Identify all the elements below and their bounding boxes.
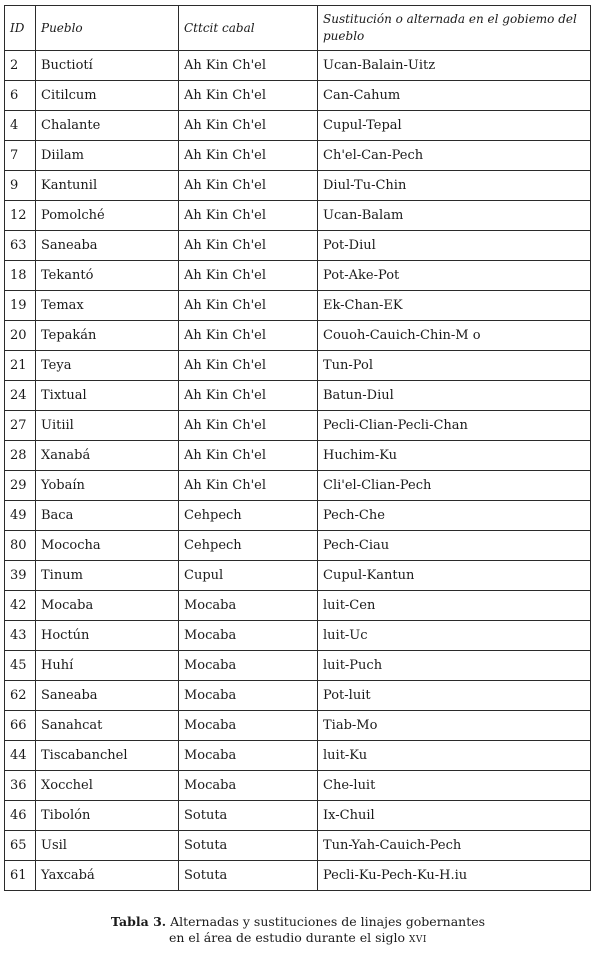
cell-sustitucion: Pot-Ake-Pot (318, 261, 591, 291)
cell-pueblo: Yaxcabá (36, 861, 179, 891)
cell-cabal: Mocaba (179, 591, 318, 621)
cell-pueblo: Tiscabanchel (36, 741, 179, 771)
caption-line-1 (0, 914, 596, 930)
cell-cabal: Ah Kin Ch'el (179, 111, 318, 141)
table-row (5, 321, 591, 351)
table-row (5, 141, 591, 171)
cell-id: 63 (5, 231, 36, 261)
cell-cabal: Cupul (179, 561, 318, 591)
cell-pueblo: Mococha (36, 531, 179, 561)
cell-cabal: Ah Kin Ch'el (179, 141, 318, 171)
table-row (5, 381, 591, 411)
cell-id: 29 (5, 471, 36, 501)
cell-pueblo: Temax (36, 291, 179, 321)
cell-sustitucion: Pot-Diul (318, 231, 591, 261)
cell-cabal: Sotuta (179, 831, 318, 861)
cell-pueblo: Chalante (36, 111, 179, 141)
cell-sustitucion: Pech-Che (318, 501, 591, 531)
cell-pueblo: Saneaba (36, 231, 179, 261)
table-row (5, 291, 591, 321)
cell-sustitucion: Tiab-Mo (318, 711, 591, 741)
cell-sustitucion: Cli'el-Clian-Pech (318, 471, 591, 501)
cell-id: 44 (5, 741, 36, 771)
cell-id: 43 (5, 621, 36, 651)
cell-id: 42 (5, 591, 36, 621)
cell-sustitucion: Cupul-Kantun (318, 561, 591, 591)
cell-id: 36 (5, 771, 36, 801)
cell-cabal: Ah Kin Ch'el (179, 201, 318, 231)
table-row (5, 201, 591, 231)
cell-id: 12 (5, 201, 36, 231)
cell-sustitucion: Ix-Chuil (318, 801, 591, 831)
cell-pueblo: Yobaín (36, 471, 179, 501)
cell-cabal: Ah Kin Ch'el (179, 471, 318, 501)
table-row (5, 741, 591, 771)
cell-sustitucion: Tun-Yah-Cauich-Pech (318, 831, 591, 861)
cell-id: 4 (5, 111, 36, 141)
cell-sustitucion: Ucan-Balam (318, 201, 591, 231)
table-row (5, 51, 591, 81)
cell-id: 21 (5, 351, 36, 381)
cell-id: 20 (5, 321, 36, 351)
cell-cabal: Cehpech (179, 531, 318, 561)
cell-cabal: Mocaba (179, 771, 318, 801)
cell-pueblo: Baca (36, 501, 179, 531)
header-cabal: Cttcit cabal (179, 6, 318, 51)
cell-pueblo: Buctiotí (36, 51, 179, 81)
cell-sustitucion: Pech-Ciau (318, 531, 591, 561)
cell-sustitucion: Couoh-Cauich-Chin-M o (318, 321, 591, 351)
table-row (5, 351, 591, 381)
cell-id: 65 (5, 831, 36, 861)
cell-pueblo: Uitiil (36, 411, 179, 441)
cell-cabal: Ah Kin Ch'el (179, 81, 318, 111)
cell-cabal: Ah Kin Ch'el (179, 51, 318, 81)
cell-cabal: Ah Kin Ch'el (179, 231, 318, 261)
cell-sustitucion: Che-luit (318, 771, 591, 801)
cell-sustitucion: Ch'el-Can-Pech (318, 141, 591, 171)
cell-id: 80 (5, 531, 36, 561)
cell-id: 46 (5, 801, 36, 831)
caption-text-2: en el área de estudio durante el siglo (169, 930, 406, 945)
table-row (5, 561, 591, 591)
table-row (5, 441, 591, 471)
table-row (5, 651, 591, 681)
cell-sustitucion: Ucan-Balain-Uitz (318, 51, 591, 81)
cell-id: 9 (5, 171, 36, 201)
cell-cabal: Ah Kin Ch'el (179, 411, 318, 441)
cell-id: 49 (5, 501, 36, 531)
table-row (5, 81, 591, 111)
cell-cabal: Cehpech (179, 501, 318, 531)
table-row (5, 681, 591, 711)
table-row (5, 171, 591, 201)
cell-id: 24 (5, 381, 36, 411)
table-row (5, 411, 591, 441)
cell-id: 18 (5, 261, 36, 291)
cell-cabal: Mocaba (179, 681, 318, 711)
cell-sustitucion: Cupul-Tepal (318, 111, 591, 141)
table-header-row (5, 6, 591, 51)
caption-century: XVI (409, 935, 427, 945)
cell-cabal: Mocaba (179, 651, 318, 681)
cell-cabal: Ah Kin Ch'el (179, 321, 318, 351)
cell-pueblo: Citilcum (36, 81, 179, 111)
lineage-table (4, 5, 591, 891)
cell-sustitucion: Pot-luit (318, 681, 591, 711)
cell-id: 62 (5, 681, 36, 711)
cell-cabal: Ah Kin Ch'el (179, 441, 318, 471)
cell-pueblo: Mocaba (36, 591, 179, 621)
cell-pueblo: Tixtual (36, 381, 179, 411)
cell-pueblo: Pomolché (36, 201, 179, 231)
cell-pueblo: Hoctún (36, 621, 179, 651)
table-row (5, 711, 591, 741)
table-row (5, 531, 591, 561)
cell-sustitucion: luit-Cen (318, 591, 591, 621)
cell-id: 2 (5, 51, 36, 81)
cell-sustitucion: Ek-Chan-EK (318, 291, 591, 321)
cell-pueblo: Tibolón (36, 801, 179, 831)
cell-sustitucion: Diul-Tu-Chin (318, 171, 591, 201)
cell-pueblo: Sanahcat (36, 711, 179, 741)
caption-label: Tabla 3. (110, 914, 167, 929)
cell-pueblo: Xocchel (36, 771, 179, 801)
cell-sustitucion: Pecli-Clian-Pecli-Chan (318, 411, 591, 441)
cell-id: 66 (5, 711, 36, 741)
table-row (5, 501, 591, 531)
cell-id: 61 (5, 861, 36, 891)
cell-cabal: Ah Kin Ch'el (179, 351, 318, 381)
cell-pueblo: Kantunil (36, 171, 179, 201)
cell-sustitucion: Huchim-Ku (318, 441, 591, 471)
table-row (5, 231, 591, 261)
cell-pueblo: Tinum (36, 561, 179, 591)
cell-cabal: Mocaba (179, 711, 318, 741)
cell-id: 45 (5, 651, 36, 681)
cell-pueblo: Tepakán (36, 321, 179, 351)
cell-pueblo: Tekantó (36, 261, 179, 291)
cell-cabal: Mocaba (179, 621, 318, 651)
cell-sustitucion: Batun-Diul (318, 381, 591, 411)
cell-sustitucion: luit-Puch (318, 651, 591, 681)
table-row (5, 861, 591, 891)
cell-sustitucion: Pecli-Ku-Pech-Ku-H.iu (318, 861, 591, 891)
cell-cabal: Sotuta (179, 861, 318, 891)
cell-id: 39 (5, 561, 36, 591)
table-row (5, 111, 591, 141)
cell-pueblo: Diilam (36, 141, 179, 171)
table-row (5, 591, 591, 621)
cell-pueblo: Teya (36, 351, 179, 381)
header-id: ID (5, 6, 36, 51)
table-row (5, 471, 591, 501)
cell-cabal: Ah Kin Ch'el (179, 171, 318, 201)
cell-cabal: Mocaba (179, 741, 318, 771)
cell-sustitucion: luit-Uc (318, 621, 591, 651)
header-pueblo: Pueblo (36, 6, 179, 51)
table-caption (0, 914, 596, 948)
header-sustitucion: Sustitución o alternada en el gobiemo del pueblo (318, 6, 591, 51)
caption-text-1: Alternadas y sustituciones de linajes gobernantes (170, 914, 486, 929)
cell-cabal: Ah Kin Ch'el (179, 291, 318, 321)
table-row (5, 261, 591, 291)
cell-pueblo: Xanabá (36, 441, 179, 471)
cell-pueblo: Saneaba (36, 681, 179, 711)
cell-id: 27 (5, 411, 36, 441)
table-row (5, 801, 591, 831)
table-row (5, 831, 591, 861)
cell-pueblo: Huhí (36, 651, 179, 681)
cell-id: 19 (5, 291, 36, 321)
cell-id: 28 (5, 441, 36, 471)
cell-cabal: Ah Kin Ch'el (179, 381, 318, 411)
cell-sustitucion: Tun-Pol (318, 351, 591, 381)
cell-cabal: Sotuta (179, 801, 318, 831)
table-row (5, 621, 591, 651)
cell-sustitucion: luit-Ku (318, 741, 591, 771)
cell-pueblo: Usil (36, 831, 179, 861)
cell-id: 6 (5, 81, 36, 111)
cell-sustitucion: Can-Cahum (318, 81, 591, 111)
table-body (5, 51, 591, 891)
table-row (5, 771, 591, 801)
cell-id: 7 (5, 141, 36, 171)
cell-cabal: Ah Kin Ch'el (179, 261, 318, 291)
caption-line-2 (0, 930, 596, 948)
